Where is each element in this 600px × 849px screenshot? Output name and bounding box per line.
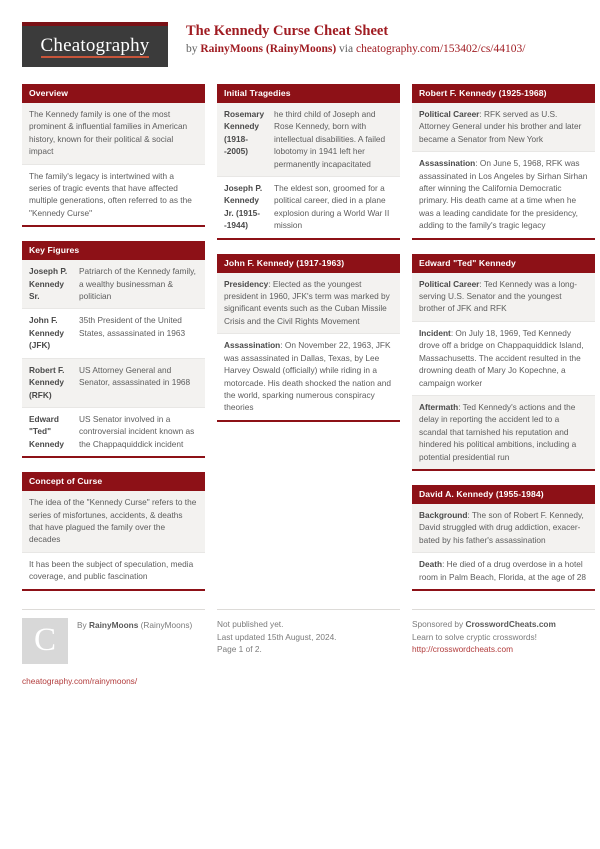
section-john-f-kennedy: [217, 254, 400, 422]
row-text: : The son of Robert F. Kennedy, David struggled with drug addiction, exacerbated by his father's assassination: [419, 509, 584, 545]
section-title: Concept of Curse: [22, 472, 205, 491]
content-row: [22, 408, 205, 456]
row-text: The family's legacy is intertwined with a series of tragic events that have affected multiple generations, often referred to as the "Kennedy Curse": [29, 170, 192, 218]
row-label: Edward "Ted" Kennedy: [29, 413, 65, 449]
column-3: [412, 84, 595, 605]
header-titles: [186, 22, 525, 56]
content-row: [412, 152, 595, 237]
sponsor-tagline: Learn to solve cryptic crosswords!: [412, 631, 537, 642]
row-text: The eldest son, groomed for a political career, died in a plane explosion during a World War II mission: [274, 183, 390, 231]
author-row: [22, 618, 205, 664]
columns-container: [22, 84, 588, 605]
footer-author-column: [22, 609, 205, 688]
content-row: [22, 165, 205, 226]
content-row: [412, 553, 595, 589]
row-lead: Aftermath: [419, 401, 459, 412]
page-header: [22, 22, 580, 72]
content-row: [22, 553, 205, 589]
content-row: [22, 359, 205, 408]
content-row: [217, 103, 400, 177]
section-initial-tragedies: [217, 84, 400, 240]
section-overview: [22, 84, 205, 227]
row-text: Patriarch of the Kennedy family, a wealthy businessman & politician: [79, 266, 196, 302]
cheatography-logo[interactable]: [22, 22, 168, 67]
content-row: [22, 491, 205, 553]
footer-sponsor-column: [412, 609, 595, 688]
row-lead: Incident: [419, 327, 451, 338]
row-lead: Background: [419, 509, 468, 520]
section-concept-of-curse: [22, 472, 205, 590]
content-row: [22, 309, 205, 358]
sponsor-prefix: Sponsored by: [412, 618, 466, 629]
section-key-figures: [22, 241, 205, 458]
row-text: 35th President of the United States, assassinated in 1963: [79, 315, 186, 338]
byline-url-link[interactable]: cheatography.com/153402/cs/44103/: [355, 43, 526, 55]
row-text: The Kennedy family is one of the most prominent & influential families in American history, known for their political & social impact: [29, 109, 188, 157]
section-title: Robert F. Kennedy (1925-1968): [412, 84, 595, 103]
section-title: Edward "Ted" Kennedy: [412, 254, 595, 273]
content-row: [217, 273, 400, 335]
last-updated: Last updated 15th August, 2024.: [217, 631, 337, 642]
row-text: : On November 22, 1963, JFK was assassinated in Dallas, Texas, by Lee Harvey Oswald (officially) while riding in a motorcade. His death shocked the nation and the world, sparking numerous conspiracy theories: [224, 340, 391, 413]
row-lead: Political Career: [419, 278, 480, 289]
section-title: David A. Kennedy (1955-1984): [412, 485, 595, 504]
content-row: [22, 260, 205, 309]
page-title: The Kennedy Curse Cheat Sheet: [186, 23, 389, 39]
section-title: John F. Kennedy (1917-1963): [217, 254, 400, 273]
row-text: It has been the subject of speculation, media coverage, and public fascination: [29, 558, 194, 582]
content-row: [22, 103, 205, 165]
row-text: : He died of a drug overdose in a hotel room in Palm Beach, Florida, at the age of 28: [419, 559, 586, 582]
row-text: he third child of Joseph and Rose Kennedy, born with intellectual disabilities. A failed lobotomy in 1941 left her permanently incapacitated: [274, 109, 386, 169]
section-title: Initial Tragedies: [217, 84, 400, 103]
row-label: Joseph P. Kennedy Jr. (1915--1944): [224, 183, 263, 231]
page-footer: [22, 609, 580, 688]
author-prefix: By: [77, 619, 89, 630]
content-row: [412, 322, 595, 396]
row-label: Joseph P. Kennedy Sr.: [29, 266, 68, 302]
row-label: Rosemary Kennedy (1918--2005): [224, 109, 265, 157]
section-title: Overview: [22, 84, 205, 103]
row-lead: Presidency: [224, 278, 269, 289]
author-profile-link[interactable]: cheatography.com/rainymoons/: [22, 675, 138, 686]
row-text: : Elected as the youngest president in 1960, JFK's term was marked by significant events such as the Cuban Missile Crisis and the Civil Rights Movement: [224, 278, 390, 326]
content-row: [412, 273, 595, 322]
row-lead: Political Career: [419, 109, 480, 119]
logo-text: Cheatography: [40, 34, 150, 56]
row-text: : On June 5, 1968, RFK was assassinated in Los Angeles by Sirhan Sirhan after winning the California Democratic primary. His death came at a time when he was a leading candidate for the presidency, adding to the family's tragic legacy: [419, 158, 588, 231]
author-name[interactable]: RainyMoons: [89, 619, 139, 630]
row-text: : RFK served as U.S. Attorney General under his brother and later became a Senator from New York: [419, 109, 582, 144]
row-text: : Ted Kennedy's actions and the delay in reporting the accident led to a scandal that tarnished his reputation and hindered his political ambitions, including a potential presidential run: [419, 401, 577, 462]
footer-meta-column: [217, 609, 400, 688]
section-edward-ted-kennedy: [412, 254, 595, 471]
sponsor-line: [412, 618, 595, 631]
author-text: [77, 618, 192, 632]
page-number: Page 1 of 2.: [217, 644, 262, 655]
content-row: [412, 504, 595, 553]
publish-status: Not published yet.: [217, 618, 284, 629]
row-label: Robert F. Kennedy (RFK): [29, 364, 65, 400]
section-title: Key Figures: [22, 241, 205, 260]
byline-prefix: by: [186, 43, 201, 55]
author-handle: (RainyMoons): [138, 619, 193, 630]
byline: [186, 42, 525, 56]
row-text: US Attorney General and Senator, assassinated in 1968: [79, 364, 191, 388]
content-row: [412, 396, 595, 469]
content-row: [412, 103, 595, 152]
row-label: John F. Kennedy (JFK): [29, 315, 65, 351]
sponsor-name[interactable]: CrosswordCheats.com: [465, 618, 556, 629]
row-text: : On July 18, 1969, Ted Kennedy drove off a bridge on Chappaquiddick Island, Massachusetts. The accident resulted in the drowning death of Mary Jo Kopechne, a campaign worker: [419, 327, 584, 388]
row-lead: Assassination: [419, 158, 476, 169]
byline-author[interactable]: RainyMoons (RainyMoons): [200, 43, 337, 55]
row-text: The idea of the "Kennedy Curse" refers to the series of misfortunes, accidents, & deaths that have plagued the family over the decades: [29, 497, 197, 545]
column-1: [22, 84, 205, 605]
author-line: [77, 619, 192, 632]
byline-via: via: [336, 43, 356, 55]
row-text: : Ted Kennedy was a long-serving U.S. Senator and the youngest brother of JFK and RFK: [419, 278, 578, 314]
column-2: [217, 84, 400, 436]
row-text: US Senator involved in a controversial incident known as the Chappaquiddick incident: [79, 413, 195, 449]
row-lead: Assassination: [224, 340, 281, 351]
content-row: [217, 177, 400, 238]
sponsor-link[interactable]: http://crosswordcheats.com: [412, 644, 513, 655]
section-david-a-kennedy: [412, 485, 595, 591]
row-lead: Death: [419, 559, 443, 570]
section-robert-f-kennedy: [412, 84, 595, 240]
content-row: [217, 334, 400, 419]
avatar: C: [22, 618, 68, 664]
